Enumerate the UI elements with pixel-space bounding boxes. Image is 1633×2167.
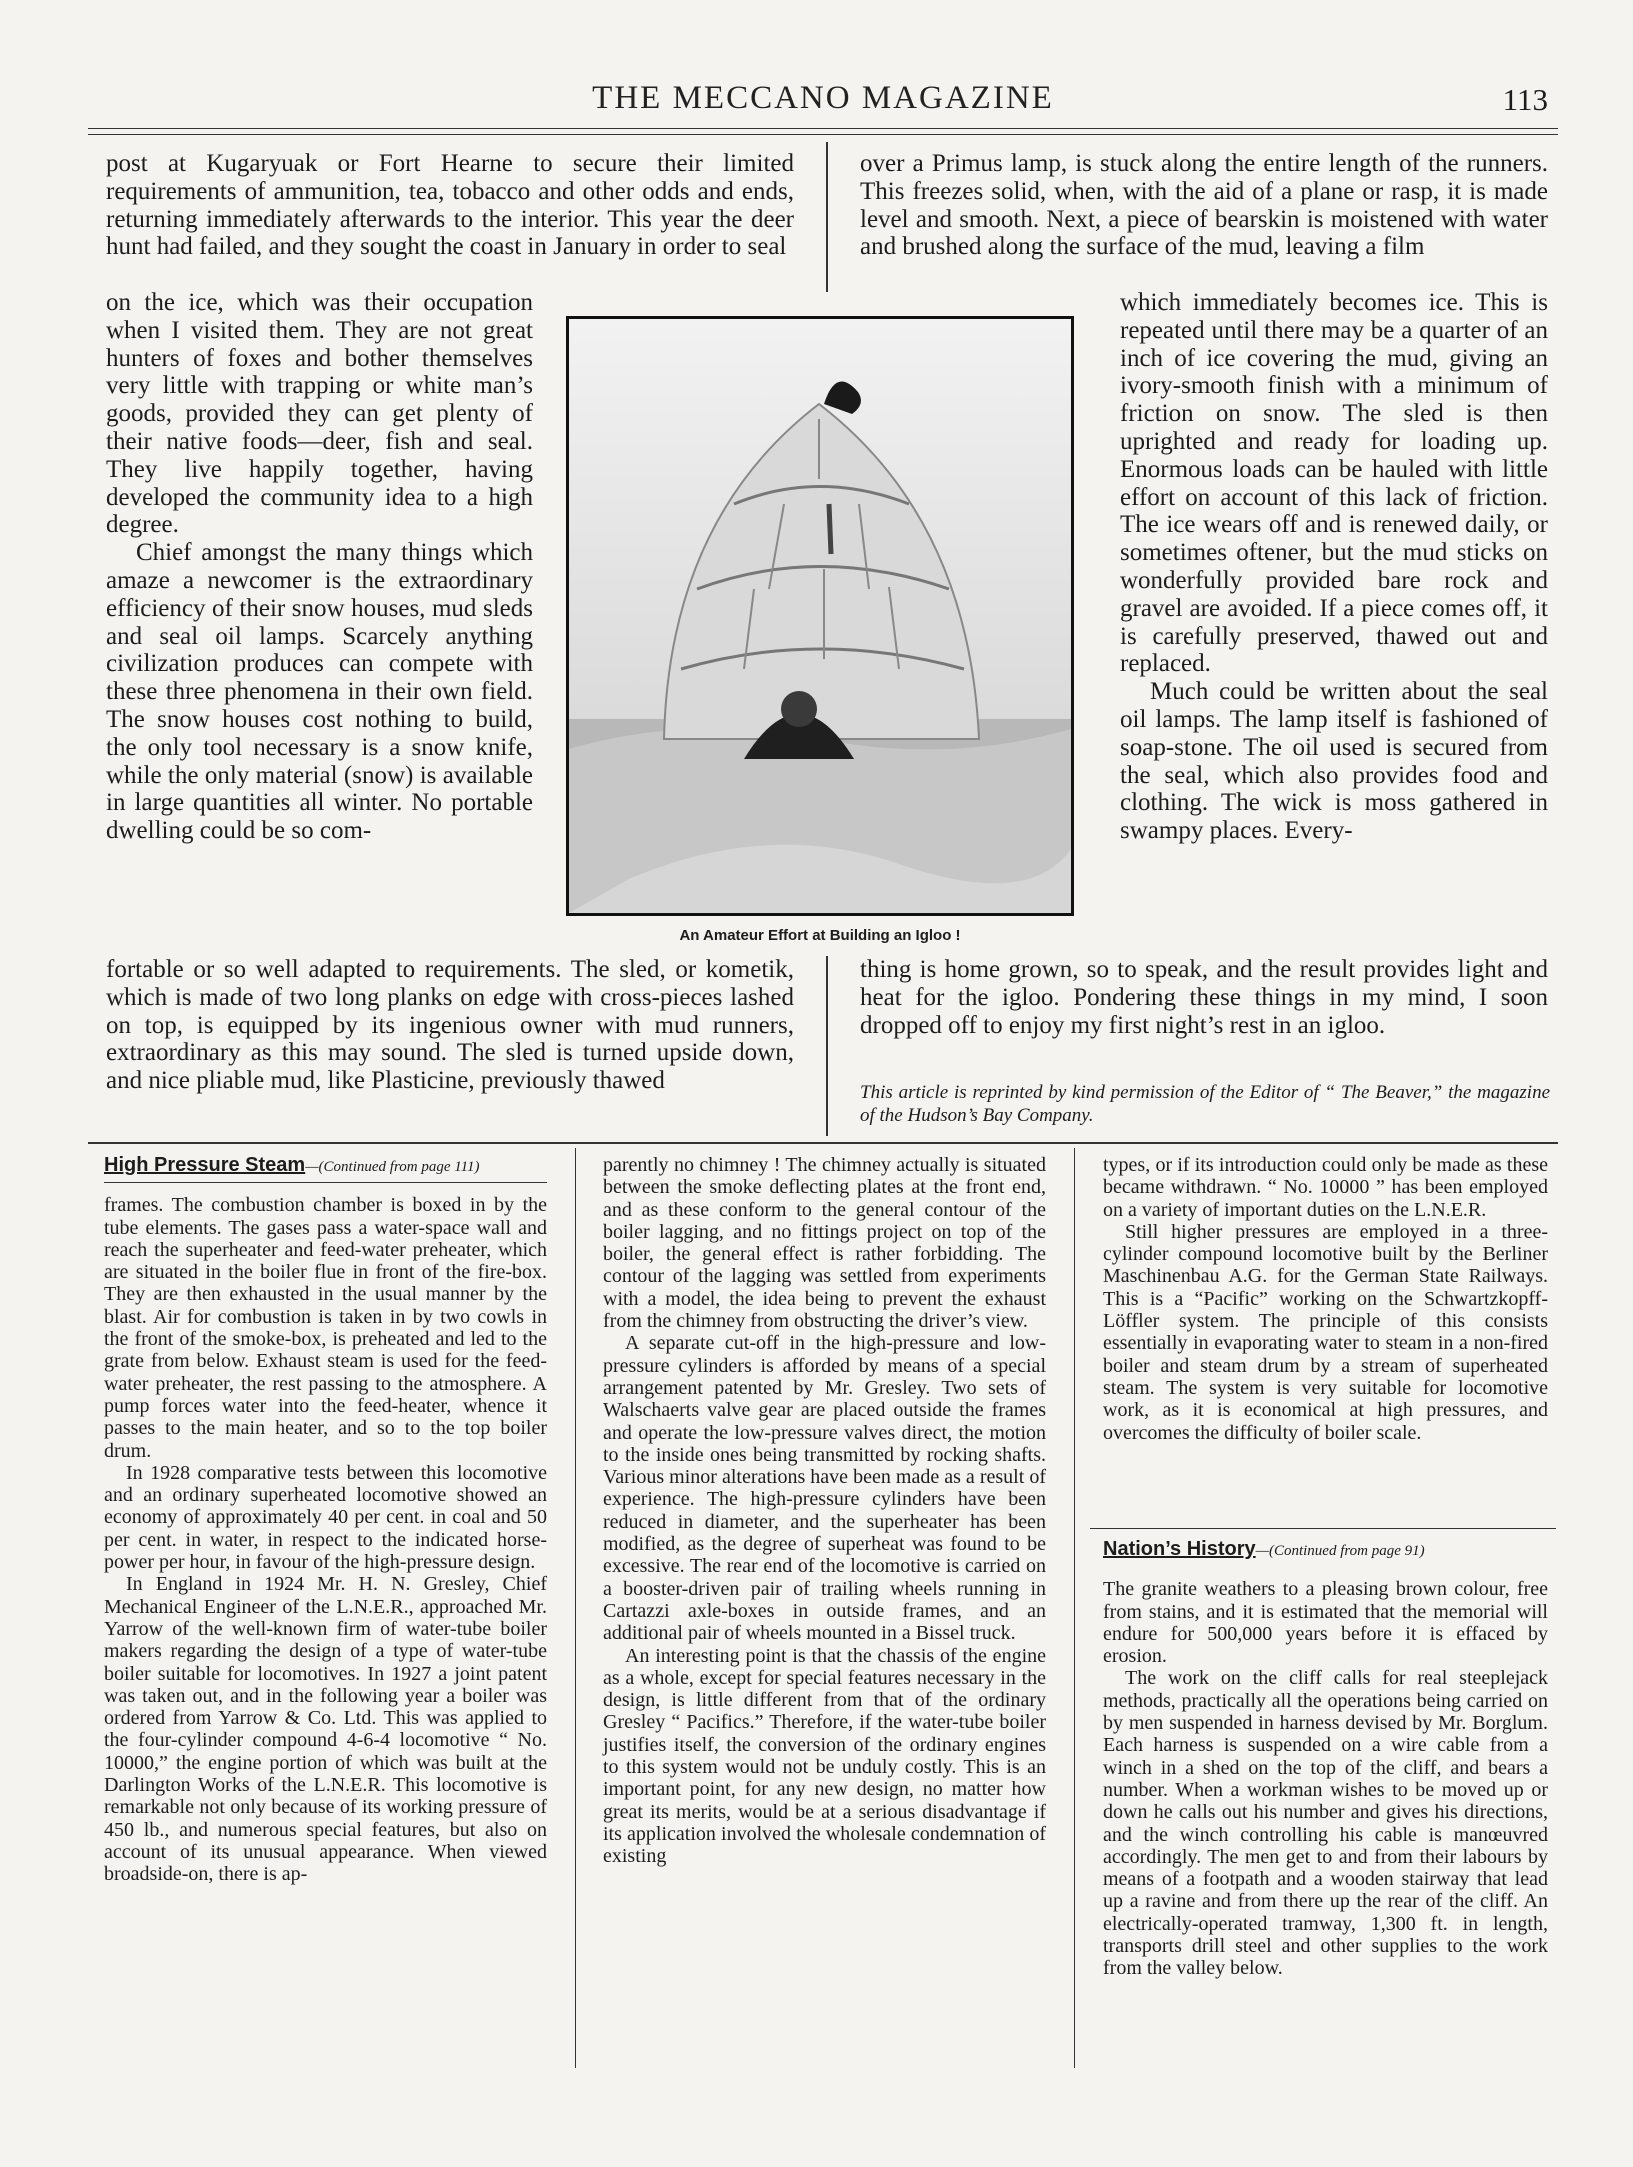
hp-steam-heading-rule bbox=[104, 1182, 547, 1183]
section-rule bbox=[88, 1142, 1558, 1144]
hp-steam-para: In 1928 comparative tests between this locomotive and an ordinary superheated locomotive showed an economy of approximately 40 per cent. in coal and 50 per cent. in water, in respect to the indicated horse-power per hour, in favour of the high-pressure design. bbox=[104, 1461, 547, 1574]
igloo-left-top: post at Kugaryuak or Fort Hearne to secure their limited requirements of ammunition, tea, tobacco and other odds and ends, returning immediately afterwards to the interior. This year the deer hunt had failed, and they sought the coast in January in order to seal bbox=[106, 150, 794, 261]
igloo-left-para-1: on the ice, which was their occupation when I visited them. They are not great hunters of foxes and bother themselves very little with trapping or white man’s goods, provided they can get plenty of their native foods—deer, fish and seal. They live happily together, having developed the community idea to a high degree. bbox=[106, 289, 533, 539]
hp-steam-col-1 bbox=[104, 1154, 547, 1886]
column-divider-top bbox=[826, 142, 828, 292]
column-divider bbox=[575, 1148, 576, 2068]
igloo-right-para-1: which immediately becomes ice. This is repeated until there may be a quarter of an inch of ice covering the mud, giving an ivory-smooth finish with a minimum of friction on snow. The sled is then uprighted and ready for loading up. Enormous loads can be hauled with little effort on account of this lack of friction. The ice wears off and is renewed daily, or sometimes oftener, but the mud sticks on wonderfully provided bare rock and gravel are avoided. If a piece comes off, it is carefully preserved, thawed out and replaced. bbox=[1120, 289, 1548, 678]
nations-history-col bbox=[1103, 1538, 1548, 1980]
hp-steam-heading: High Pressure Steam bbox=[104, 1154, 306, 1176]
igloo-photo bbox=[566, 316, 1074, 916]
nations-history-rule bbox=[1090, 1528, 1556, 1529]
hp-steam-heading-line bbox=[104, 1154, 547, 1178]
nations-history-para: The work on the cliff calls for real steeplejack methods, practically all the operations being carried on by men suspended in harness devised by Mr. Borglum. Each harness is suspended on a wire cable from a winch in a shed on the top of the cliff, and bears a number. When a workman wishes to be moved up or down he calls out his number and gives his directions, and the winch controlling his cable is manœuvred accordingly. The men get to and from their labours by means of a footpath and a wooden stairway that lead up a ravine and from there up the rear of the cliff. An electrically-operated tramway, 1,300 ft. in length, transports drill steel and other supplies to the work from the valley below. bbox=[1103, 1667, 1548, 1980]
nations-history-continued: —(Continued from page 91) bbox=[1255, 1543, 1425, 1559]
header-rule bbox=[88, 128, 1558, 135]
igloo-left-bottom: fortable or so well adapted to requirements. The sled, or kometik, which is made of two long planks on edge with cross-pieces lashed on top, is equipped by its ingenious owner with mud runners, extraordinary as this may sound. The sled is turned upside down, and nice pliable mud, like Plasticine, previously thawed bbox=[106, 956, 794, 1095]
igloo-right-para-2: Much could be written about the seal oil lamps. The lamp itself is fashioned of soap-stone. The oil used is secured from the seal, which also provides food and clothing. The wick is moss gathered in swampy places. Every- bbox=[1120, 678, 1548, 845]
reprint-credit: This article is reprinted by kind permission of the Editor of “ The Beaver,” the magazine of the Hudson’s Bay Company. bbox=[860, 1082, 1550, 1126]
hp-steam-para: frames. The combustion chamber is boxed in by the tube elements. The gases pass a water-space wall and reach the superheater and feed-water preheater, which are situated in the boiler flue in front of the fire-box. They are then exhausted in the usual manner by the blast. Air for combustion is taken in by two cowls in the front of the smoke-box, is preheated and led to the grate from below. Exhaust steam is used for the feed-water preheater, the rest passing to the atmosphere. A pump forces water into the feed-heater, whence it passes to the main heater, and so to the top boiler drum. bbox=[104, 1194, 547, 1462]
hp-steam-para: Still higher pressures are employed in a three-cylinder compound locomotive built by the Berliner Maschinenbau A.G. for the German State Railways. This is a “Pacific” working on the Schwartzkopff-Löffler system. The principle of this consists essentially in evaporating water to steam in a non-fired boiler and steam drum by a stream of superheated steam. The system is very suitable for locomotive work, as it is economical at high pressures, and overcomes the difficulty of boiler scale. bbox=[1103, 1220, 1548, 1444]
hp-steam-col-3 bbox=[1103, 1154, 1548, 1444]
hp-steam-para: parently no chimney ! The chimney actually is situated between the smoke deflecting plates at the front end, and as these conform to the general contour of the boiler lagging, and no fittings project on top of the boiler, the general effect is rather forbidding. The contour of the lagging was settled from experiments with a model, the idea being to prevent the exhaust from the chimney from obstructing the driver’s view. bbox=[603, 1154, 1046, 1333]
igloo-left-narrow bbox=[106, 289, 533, 845]
igloo-left-para-2: Chief amongst the many things which amaze a newcomer is the extraordinary efficiency of their snow houses, mud sleds and seal oil lamps. Scarcely anything civilization produces can compete with these three phenomena in their own field. The snow houses cost nothing to build, the only tool necessary is a snow knife, while the only material (snow) is available in large quantities all winter. No portable dwelling could be so com- bbox=[106, 539, 533, 845]
nations-history-heading: Nation’s History bbox=[1103, 1538, 1256, 1560]
column-divider bbox=[1074, 1148, 1075, 2068]
column-divider-bottom bbox=[826, 956, 828, 1136]
photo-caption: An Amateur Effort at Building an Igloo ! bbox=[679, 927, 961, 944]
page-header bbox=[88, 80, 1558, 122]
igloo-right-narrow bbox=[1120, 289, 1548, 845]
nations-history-heading-line bbox=[1103, 1538, 1548, 1562]
hp-steam-para: types, or if its introduction could only be made as these became withdrawn. “ No. 10000 ” has been employed on a variety of important duties on the L.N.E.R. bbox=[1103, 1154, 1548, 1221]
page-number: 113 bbox=[1502, 82, 1548, 117]
hp-steam-para: A separate cut-off in the high-pressure and low-pressure cylinders is afforded by means of a special arrangement patented by Mr. Gresley. Two sets of Walschaerts valve gear are placed outside the frames and operate the low-pressure valves direct, the motion to the inside ones being transmitted by rocking shafts. Various minor alterations have been made as a result of experience. The high-pressure cylinders have been reduced in diameter, and the superheater has been modified, as the degree of superheat was found to be excessive. The rear end of the locomotive is carried on a booster-driven pair of trailing wheels running in Cartazzi axle-boxes in outside frames, and an additional pair of wheels mounted in a Bissel truck. bbox=[603, 1332, 1046, 1645]
hp-steam-continued: —(Continued from page 111) bbox=[305, 1159, 480, 1175]
magazine-title: THE MECCANO MAGAZINE bbox=[592, 80, 1054, 116]
hp-steam-para: In England in 1924 Mr. H. N. Gresley, Chief Mechanical Engineer of the L.N.E.R., approached Mr. Yarrow of the well-known firm of water-tube boiler makers regarding the design of a type of water-tube boiler suitable for locomotives. In 1927 a joint patent was taken out, and in the following year a boiler was ordered from Yarrow & Co. Ltd. This was applied to the four-cylinder compound 4-6-4 locomotive “ No. 10000,” the engine portion of which was built at the Darlington Works of the L.N.E.R. This locomotive is remarkable not only because of its working pressure of 450 lb., and numerous special features, but also on account of its unusual appearance. When viewed broadside-on, there is ap- bbox=[104, 1573, 547, 1886]
igloo-right-bottom: thing is home grown, so to speak, and the result provides light and heat for the igloo. Pondering these things in my mind, I soon dropped off to enjoy my first night’s rest in an igloo. bbox=[860, 956, 1548, 1039]
hp-steam-para: An interesting point is that the chassis of the engine as a whole, except for special features necessary in the design, is little different from that of the ordinary Gresley “ Pacifics.” Therefore, if the water-tube boiler justifies itself, the conversion of the ordinary engines to this system would not be unduly costly. This is an important point, for any new design, no matter how great its merits, would be at a serious disadvantage if its application involved the wholesale condemnation of existing bbox=[603, 1644, 1046, 1868]
hp-steam-col-2 bbox=[603, 1154, 1046, 1868]
nations-history-para: The granite weathers to a pleasing brown colour, free from stains, and it is estimated that the memorial will endure for 500,000 years before it is effaced by erosion. bbox=[1103, 1578, 1548, 1668]
igloo-right-top: over a Primus lamp, is stuck along the entire length of the runners. This freezes solid, when, with the aid of a plane or rasp, it is made level and smooth. Next, a piece of bearskin is moistened with water and brushed along the surface of the mud, leaving a film bbox=[860, 150, 1548, 261]
